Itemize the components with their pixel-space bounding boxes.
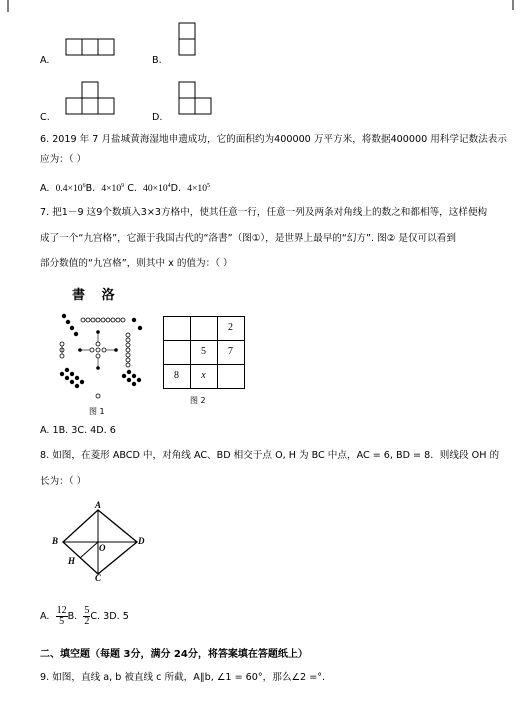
q5-option-d[interactable]: D. bbox=[152, 112, 163, 123]
rhombus-point-a: A bbox=[95, 500, 102, 510]
q8-option-b[interactable]: B. $\frac{5}{2}$ bbox=[67, 604, 90, 627]
rhombus-point-o: O bbox=[99, 543, 106, 553]
grid-cell bbox=[190, 316, 217, 340]
rhombus-point-d: D bbox=[138, 536, 145, 546]
luoshu-figure bbox=[48, 300, 158, 410]
q5-shape-d bbox=[178, 81, 228, 121]
grid-cell bbox=[163, 340, 190, 364]
q6-option-b[interactable]: B. $4\times 10^9$ bbox=[85, 183, 125, 195]
q8-option-c-d[interactable]: C. 3D. 5 bbox=[90, 611, 129, 622]
q6-options bbox=[40, 180, 210, 195]
q8-options bbox=[40, 604, 129, 630]
crop-mark-top-left bbox=[8, 0, 22, 14]
nine-grid-caption: 图 2 bbox=[190, 396, 206, 405]
q6-option-d[interactable]: D. $4\times 10^5$ bbox=[170, 183, 211, 195]
grid-cell bbox=[163, 316, 190, 340]
grid-cell: x bbox=[201, 370, 206, 381]
q7-stem-line2: 成了一个“九宫格”，它源于我国古代的“洛書”（图①），是世界上最早的“幻方”. 图② 是仅可以看到 bbox=[40, 233, 456, 244]
crop-mark-top-right bbox=[505, 0, 519, 14]
rhombus-point-c: C bbox=[95, 573, 102, 583]
q6-option-a[interactable]: A. $0.4\times 10^6$ bbox=[40, 183, 86, 195]
q8-option-a[interactable]: A. $\frac{12}{5}$ bbox=[40, 604, 67, 627]
nine-grid-cells bbox=[163, 316, 245, 389]
q7-stem-line3: 部分数值的“九宫格”，则其中 x 的值为：（ ） bbox=[40, 258, 233, 269]
q6-stem-line2: 应为：（ ） bbox=[40, 154, 87, 165]
luoshu-title: 書 洛 bbox=[72, 288, 121, 303]
q7-options[interactable]: A. 1B. 3C. 4D. 6 bbox=[40, 425, 116, 436]
grid-cell bbox=[217, 364, 244, 388]
grid-cell: 5 bbox=[201, 346, 206, 357]
q8-stem-line1: 8. 如图，在菱形 ABCD 中，对角线 AC、BD 相交于点 O, H 为 BC 中点，AC = 6, BD = 8．则线段 OH 的 bbox=[40, 450, 500, 461]
q5-shape-c bbox=[65, 81, 125, 121]
q5-shape-a bbox=[65, 38, 125, 68]
grid-cell: 7 bbox=[228, 346, 233, 357]
q6-option-c[interactable]: C. $40\times 10^4$ bbox=[127, 183, 171, 195]
luoshu-caption: 图 1 bbox=[89, 407, 105, 416]
q5-option-b[interactable]: B. bbox=[152, 55, 162, 66]
rhombus-figure bbox=[55, 502, 165, 582]
q7-stem-line1: 7. 把1－9 这9个数填入3×3方格中，使其任意一行，任意一列及两条对角线上的数之和都相等，这样便构 bbox=[40, 207, 488, 218]
q9-stem-line1: 9. 如图，直线 a, b 被直线 c 所截，A∥b, ∠1 = 60°，那么∠2 =°. bbox=[40, 672, 326, 683]
rhombus-point-h: H bbox=[68, 556, 76, 566]
rhombus-point-b: B bbox=[52, 536, 59, 546]
q5-option-c[interactable]: C. bbox=[40, 112, 50, 123]
grid-cell: 2 bbox=[228, 322, 233, 333]
q8-stem-line2: 长为：（ ） bbox=[40, 476, 87, 487]
q6-stem-line1: 6. 2019 年 7 月盐城黄海湿地申遗成功，它的面积约为400000 万平方米，将数据400000 用科学记数法表示 bbox=[40, 134, 507, 145]
q5-shape-b bbox=[178, 22, 208, 62]
grid-cell: 8 bbox=[174, 370, 179, 381]
section-fill-in-title: 二、填空题（每题 3分，满分 24分，将答案填在答题纸上） bbox=[40, 649, 308, 660]
q5-option-a[interactable]: A. bbox=[40, 55, 50, 66]
